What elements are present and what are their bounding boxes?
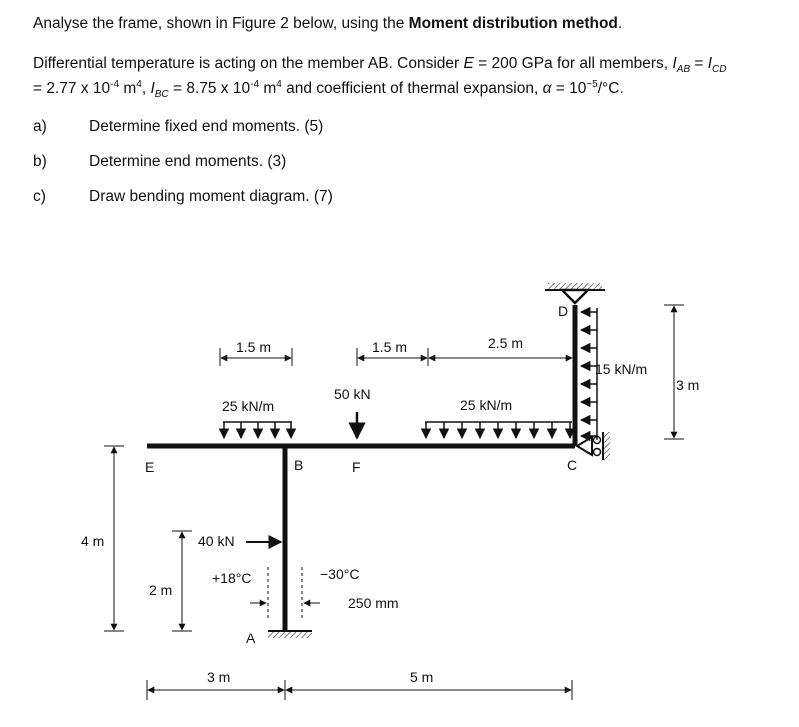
label-node-d: D (558, 303, 569, 319)
label-dim-2-5: 2.5 m (488, 335, 524, 351)
support-pin-d (545, 283, 605, 303)
label-udl-left: 25 kN/m (222, 398, 275, 414)
label-load-40: 40 kN (198, 533, 235, 549)
dim-left-4m (104, 446, 124, 631)
question-title: Analyse the frame, shown in Figure 2 below, using the Moment distribution method. (33, 15, 623, 32)
support-fixed-a (268, 631, 312, 638)
label-node-c: C (567, 457, 578, 473)
label-dim-3m-bottom: 3 m (207, 669, 231, 685)
label-temp-plus: +18°C (212, 570, 252, 586)
label-node-e: E (145, 459, 155, 475)
label-dim-5m-bottom: 5 m (410, 669, 434, 685)
question-line-3: = 2.77 x $10^{-4}$ $m^4$, $I_{BC} = 8.75$ x $10^{-4}$ $m^4$ and coefficient of thermal expansion, $\alpha = 10^{-5}/^\circ C$. (33, 78, 624, 101)
label-depth: 250 mm (348, 595, 399, 611)
label-udl-right: 25 kN/m (460, 397, 513, 413)
dim-right-3m (664, 305, 684, 439)
label-node-f: F (352, 459, 361, 475)
udl-left (223, 422, 292, 438)
label-point-load: 50 kN (334, 386, 371, 402)
label-temp-minus: −30°C (320, 566, 360, 582)
label-udl-vertical: 15 kN/m (595, 361, 648, 377)
label-dim-3m-right: 3 m (676, 377, 700, 393)
question-line-2: Differential temperature is acting on the member AB. Consider E = 200 GPa for all members, $I_{AB} = I_{CD}$ (33, 55, 727, 76)
label-dim-1-5-mid: 1.5 m (372, 339, 408, 355)
label-node-a: A (246, 630, 256, 646)
dim-2m (172, 531, 192, 631)
udl-right (425, 422, 572, 438)
label-dim-4m: 4 m (81, 533, 105, 549)
label-node-b: B (294, 457, 304, 473)
label-dim-1-5-left: 1.5 m (236, 339, 272, 355)
label-dim-2m: 2 m (149, 582, 173, 598)
